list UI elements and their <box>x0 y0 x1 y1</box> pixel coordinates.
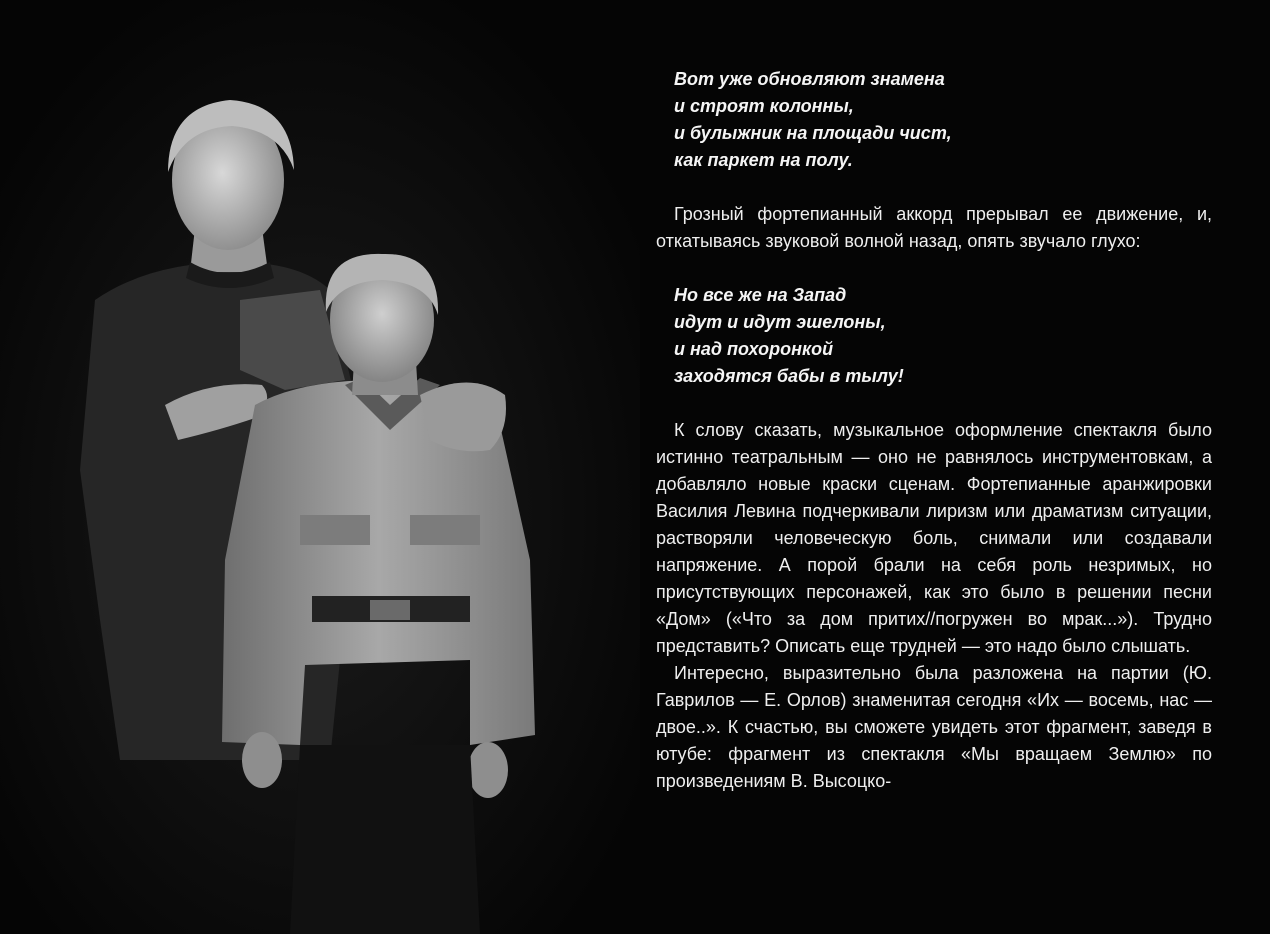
spacer <box>656 255 1212 282</box>
verse-line: идут и идут эшелоны, <box>674 312 886 332</box>
spacer <box>656 174 1212 201</box>
verse-stanza-2 <box>674 282 1212 390</box>
verse-line: как паркет на полу. <box>674 150 853 170</box>
verse-line: и строят колонны, <box>674 96 854 116</box>
verse-line: и булыжник на площади чист, <box>674 123 952 143</box>
verse-stanza-1 <box>674 66 1212 174</box>
spacer <box>656 390 1212 417</box>
verse-line: заходятся бабы в тылу! <box>674 366 904 386</box>
paragraph: Грозный фортепианный аккорд прерывал ее движение, и, откатываясь звуковой волной назад, опять звучало глухо: <box>656 204 1212 251</box>
verse-line: Вот уже обновляют знамена <box>674 69 945 89</box>
paragraph: К слову сказать, музыкальное оформление спектакля было истинно театральным — оно не равнялось инструментовкам, а добавляло новые краски сценам. Фортепианные аранжировки Василия Левина подчеркивали лиризм или драматизм ситуации, растворяли человеческую боль, снимали или создавали напряжение. А порой брали на себя роль незримых, но присутствующих персонажей, как это было в решении песни «Дом» («Что за дом притих//погружен во мрак...»). Трудно представить? Описать еще трудней — это надо было слышать. <box>656 420 1212 656</box>
article-text <box>656 66 1212 795</box>
verse-line: и над похоронкой <box>674 339 834 359</box>
verse-line: Но все же на Запад <box>674 285 847 305</box>
paragraph: Интересно, выразительно была разложена на партии (Ю. Гаврилов — Е. Орлов) знаменитая сегодня «Их — восемь, нас — двое..». К счастью, вы сможете увидеть этот фрагмент, заведя в ютубе: фрагмент из спектакля «Мы вращаем Землю» по произведениям В. Высоцко- <box>656 663 1212 791</box>
